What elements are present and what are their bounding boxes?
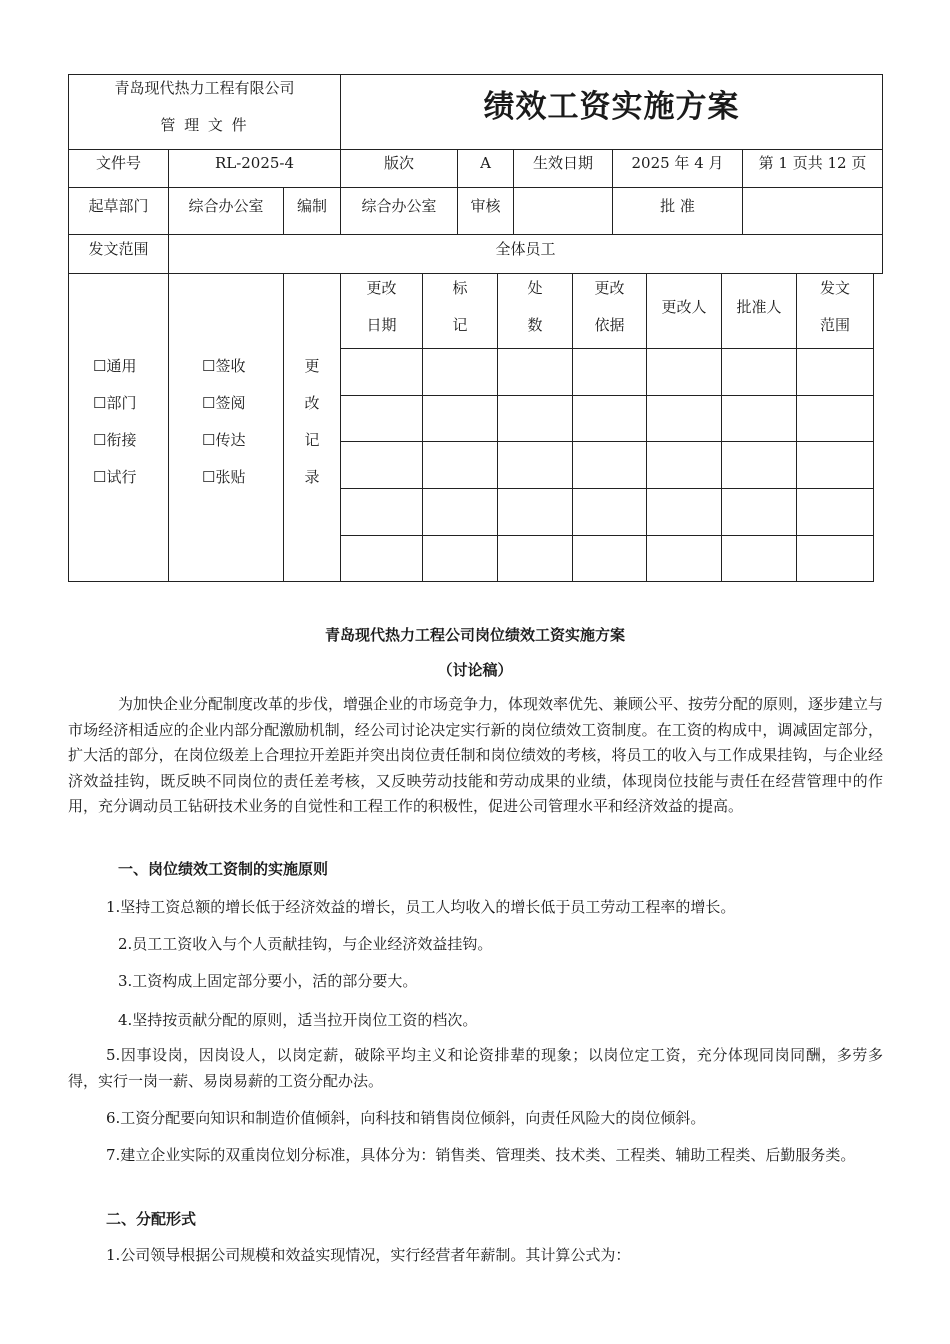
record-label-char4: 录 [304, 468, 320, 486]
col-count [498, 268, 572, 346]
col-approver [722, 268, 796, 346]
management-file-label: 管 理 文 件 [160, 116, 249, 134]
principle-7: 7.建立企业实际的双重岗位划分标准，具体分为：销售类、管理类、技术类、工程类、辅助工程类、后勤服务类。 [106, 1146, 856, 1164]
principle-1: 1.坚持工资总额的增长低于经济效益的增长，员工人均收入的增长低于员工劳动工程率的增长。 [106, 898, 736, 916]
file-no-label: 文件号 [95, 154, 141, 172]
editor-value: 综合办公室 [361, 197, 437, 215]
option-sign-read[interactable]: ☐签阅 [202, 394, 246, 412]
option-post[interactable]: ☐张贴 [202, 468, 246, 486]
col-mark-line2: 记 [452, 316, 468, 334]
col-change-date [341, 268, 422, 346]
scope-label: 发文范围 [88, 240, 149, 258]
record-label-char1: 更 [304, 357, 320, 375]
record-label-char3: 记 [304, 431, 320, 449]
scope-value: 全体员工 [495, 240, 556, 258]
option-convey[interactable]: ☐传达 [202, 431, 246, 449]
col-change-basis-line1: 更改 [594, 279, 625, 297]
col-changer [647, 268, 721, 346]
col-dist-scope-line1: 发文 [819, 279, 850, 297]
distribution-options [202, 348, 245, 496]
col-approver-label: 批准人 [736, 297, 782, 316]
doc-title: 青岛现代热力工程公司岗位绩效工资实施方案 [324, 626, 625, 644]
record-label-char2: 改 [304, 394, 320, 412]
document-main-title: 绩效工资实施方案 [483, 89, 740, 126]
doc-subtitle: （讨论稿） [437, 661, 513, 679]
section2-title: 二、分配形式 [106, 1210, 197, 1228]
editor-label: 编制 [296, 197, 327, 215]
col-change-date-line1: 更改 [366, 279, 397, 297]
col-change-basis-line2: 依据 [594, 316, 625, 334]
version-label: 版次 [383, 154, 414, 172]
col-count-line1: 处 [527, 279, 543, 297]
version-value: A [480, 154, 491, 172]
col-count-line2: 数 [527, 316, 543, 334]
effective-date-label: 生效日期 [532, 154, 593, 172]
principle-3: 3.工资构成上固定部分要小，活的部分要大。 [118, 972, 418, 990]
page-info: 第 1 页共 12 页 [758, 154, 867, 172]
distribution-form-1: 1.公司领导根据公司规模和效益实现情况，实行经营者年薪制。其计算公式为： [106, 1246, 631, 1264]
file-type-options [93, 348, 136, 496]
review-label: 审核 [470, 197, 501, 215]
section1-title: 一、岗位绩效工资制的实施原则 [118, 860, 329, 878]
company-name: 青岛现代热力工程有限公司 [114, 79, 295, 97]
option-sign-receive[interactable]: ☐签收 [202, 357, 246, 375]
effective-date-value: 2025 年 4 月 [631, 154, 724, 172]
principle-6: 6.工资分配要向知识和制造价值倾斜，向科技和销售岗位倾斜，向责任风险大的岗位倾斜。 [106, 1109, 706, 1127]
principle-4: 4.坚持按贡献分配的原则，适当拉开岗位工资的档次。 [118, 1011, 478, 1029]
col-change-date-line2: 日期 [366, 316, 397, 334]
option-general[interactable]: ☐通用 [93, 357, 137, 375]
col-change-basis [573, 268, 646, 346]
col-dist-scope-line2: 范围 [819, 316, 850, 334]
draft-dept-label: 起草部门 [88, 197, 149, 215]
option-department[interactable]: ☐部门 [93, 394, 137, 412]
approve-value [743, 188, 882, 224]
approve-label: 批 准 [660, 197, 695, 215]
col-mark [423, 268, 497, 346]
intro-paragraph: 为加快企业分配制度改革的步伐，增强企业的市场竞争力，体现效率优先、兼顾公平、按劳分配的原则，逐步建立与市场经济相适应的企业内部分配激励机制，经公司讨论决定实行新的岗位绩效工资制度。在工资的构成中，调减固定部分，扩大活的部分，在岗位级差上合理拉开差距并突出岗位责任制和岗位绩效的考核，将员工的收入与工作成果挂钩，与企业经济效益挂钩，既反映不同岗位的责任差考核，又反映劳动技能和劳动成果的业绩，体现岗位技能与责任在经营管理中的作用，充分调动员工钻研技术业务的自觉性和工程工作的积极性，促进公司管理水平和经济效益的提高。 [68, 695, 884, 815]
change-record-label [284, 348, 340, 496]
review-value [514, 188, 612, 224]
col-dist-scope [797, 268, 873, 346]
col-changer-label: 更改人 [661, 297, 707, 316]
col-mark-line1: 标 [452, 279, 468, 297]
option-connection[interactable]: ☐衔接 [93, 431, 137, 449]
draft-dept-value: 综合办公室 [188, 197, 264, 215]
principle-5: 5.因事设岗，因岗设人，以岗定薪，破除平均主义和论资排辈的现象；以岗位定工资，充分体现同岗同酬，多劳多得，实行一岗一薪、易岗易薪的工资分配办法。 [68, 1046, 883, 1090]
principle-2: 2.员工工资收入与个人贡献挂钩，与企业经济效益挂钩。 [118, 935, 493, 953]
file-no-value: RL-2025-4 [214, 154, 295, 172]
option-trial[interactable]: ☐试行 [93, 468, 137, 486]
